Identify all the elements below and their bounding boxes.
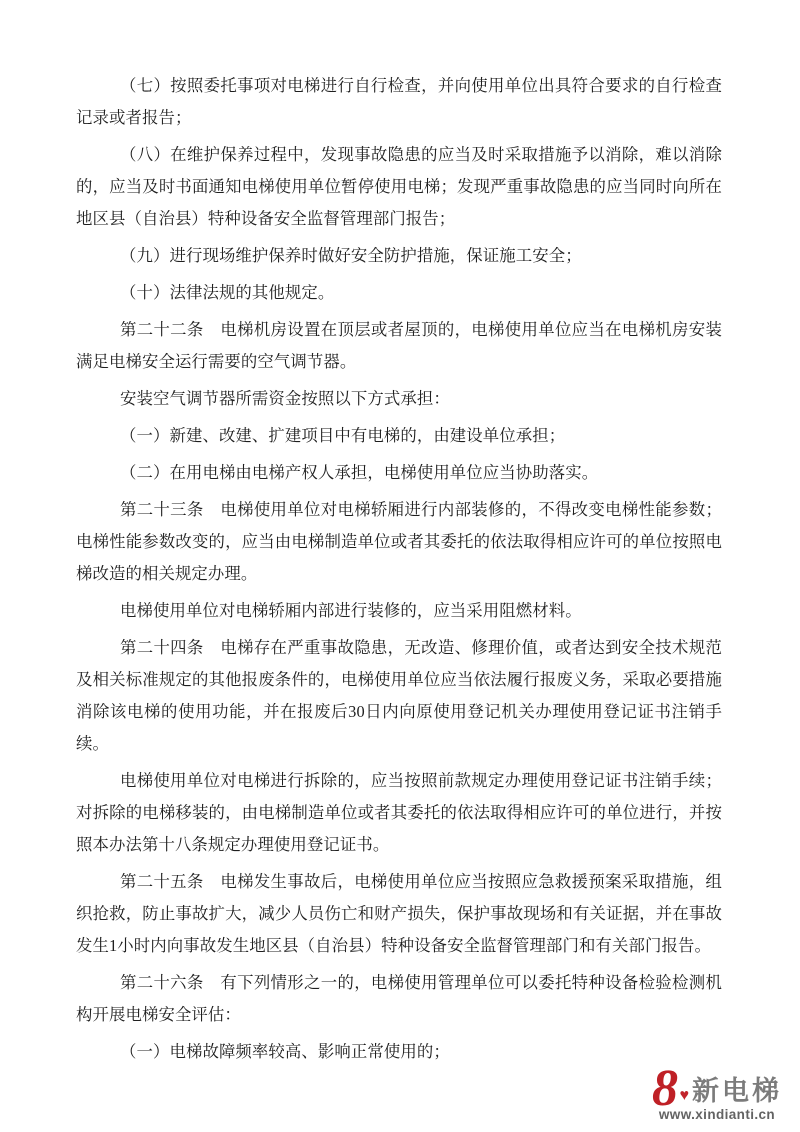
paragraph-item-9: （九）进行现场维护保养时做好安全防护措施，保证施工安全；: [120, 246, 582, 265]
paragraph-item-10: （十）法律法规的其他规定。: [120, 283, 335, 302]
logo-brand-text: 新电梯: [692, 1076, 782, 1106]
paragraph-item-7: （七）按照委托事项对电梯进行自行检查，并向使用单位出具符合要求的自行检查记录或者报告；: [76, 76, 722, 127]
logo-8-glyph: 8: [652, 1060, 678, 1117]
paragraph-article-24: 第二十四条 电梯存在严重事故隐患，无改造、修理价值，或者达到安全技术规范及相关标准规定的其他报废条件的，电梯使用单位应当依法履行报废义务，采取必要措施消除该电梯的使用功能，并在报废后30日内向原使用登记机关办理使用登记证书注销手续。: [76, 638, 722, 753]
paragraph-article-22: 第二十二条 电梯机房设置在顶层或者屋顶的，电梯使用单位应当在电梯机房安装满足电梯安全运行需要的空气调节器。: [76, 320, 722, 371]
paragraph-article-23: 第二十三条 电梯使用单位对电梯轿厢进行内部装修的，不得改变电梯性能参数；电梯性能参数改变的，应当由电梯制造单位或者其委托的依法取得相应许可的单位按照电梯改造的相关规定办理。: [76, 500, 722, 583]
paragraph-funding-intro: 安装空气调节器所需资金按照以下方式承担：: [120, 389, 450, 408]
paragraph-funding-item-1: （一）新建、改建、扩建项目中有电梯的，由建设单位承担；: [120, 426, 566, 445]
paragraph-item-8: （八）在维护保养过程中，发现事故隐患的应当及时采取措施予以消除，难以消除的，应当及时书面通知电梯使用单位暂停使用电梯；发现严重事故隐患的应当同时向所在地区县（自治县）特种设备安全监督管理部门报告；: [76, 145, 722, 228]
logo-url-text: www.xindianti.cn: [658, 1107, 776, 1122]
paragraph-article-24-supplement: 电梯使用单位对电梯进行拆除的，应当按照前款规定办理使用登记证书注销手续；对拆除的电梯移装的，由电梯制造单位或者其委托的依法取得相应许可的单位进行，并按照本办法第十八条规定办理使用登记证书。: [76, 771, 722, 854]
paragraph-funding-item-2: （二）在用电梯由电梯产权人承担，电梯使用单位应当协助落实。: [120, 463, 599, 482]
paragraph-article-23-supplement: 电梯使用单位对电梯轿厢内部进行装修的，应当采用阻燃材料。: [120, 601, 582, 620]
logo-8-icon: [652, 1060, 689, 1117]
document-body: [76, 70, 722, 1073]
paragraph-assessment-item-1: （一）电梯故障频率较高、影响正常使用的；: [120, 1042, 450, 1061]
paragraph-article-25: 第二十五条 电梯发生事故后，电梯使用单位应当按照应急救援预案采取措施，组织抢救，防止事故扩大，减少人员伤亡和财产损失，保护事故现场和有关证据，并在事故发生1小时内向事故发生地区县（自治县）特种设备安全监督管理部门和有关部门报告。: [76, 872, 722, 955]
xindianti-logo: [642, 1060, 792, 1122]
paragraph-article-26: 第二十六条 有下列情形之一的，电梯使用管理单位可以委托特种设备检验检测机构开展电梯安全评估：: [76, 973, 722, 1024]
heart-icon: ♥: [679, 1087, 689, 1104]
